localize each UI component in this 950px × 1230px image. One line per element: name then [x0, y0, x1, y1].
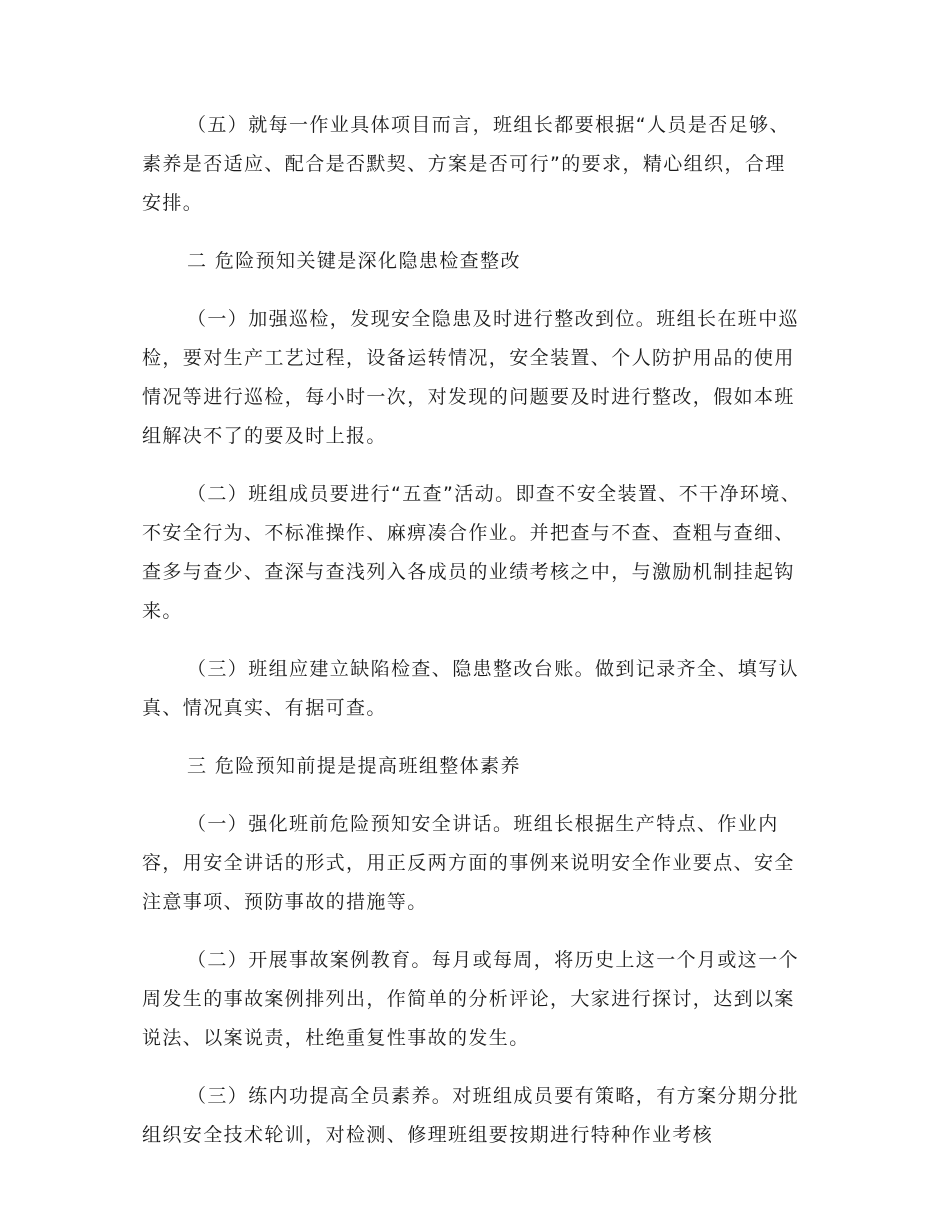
- section-heading-3: 三 危险预知前提是提高班组整体素养: [187, 755, 521, 777]
- paragraph-3-ledger: （三）班组应建立缺陷检查、隐患整改台账。做到记录齐全、填写认真、情况真实、有据可查。: [142, 658, 800, 719]
- paragraph-1-inspection: （一）加强巡检，发现安全隐患及时进行整改到位。班组长在班中巡检，要对生产工艺过程，设备运转情况，安全装置、个人防护用品的使用情况等进行巡检，每小时一次，对发现的问题要及时进行整改，假如本班组解决不了的要及时上报。: [142, 308, 800, 447]
- document-body: [142, 106, 804, 1155]
- paragraph-3-training: （三）练内功提高全员素养。对班组成员要有策略，有方案分期分批组织安全技术轮训，对检测、修理班组要按期进行特种作业考核: [142, 1085, 800, 1146]
- paragraph-1-safety-talk: （一）强化班前危险预知安全讲话。班组长根据生产特点、作业内容，用安全讲话的形式，用正反两方面的事例来说明安全作业要点、安全注意事项、预防事故的措施等。: [142, 813, 795, 913]
- section-heading-2: 二 危险预知关键是深化隐患检查整改: [187, 250, 521, 272]
- paragraph-5-organize: （五）就每一作业具体项目而言，班组长都要根据“人员是否足够、素养是否适应、配合是否默契、方案是否可行”的要求，精心组织，合理安排。: [142, 114, 790, 214]
- paragraph-2-five-checks: （二）班组成员要进行“五查”活动。即查不安全装置、不干净环境、不安全行为、不标准操作、麻痹凑合作业。并把查与不查、查粗与查细、查多与查少、查深与查浅列入各成员的业绩考核之中，与激励机制挂起钩来。: [142, 483, 802, 622]
- paragraph-2-case-education: （二）开展事故案例教育。每月或每周，将历史上这一个月或这一个周发生的事故案例排列出，作简单的分析评论，大家进行探讨，达到以案说法、以案说责，杜绝重复性事故的发生。: [142, 949, 800, 1049]
